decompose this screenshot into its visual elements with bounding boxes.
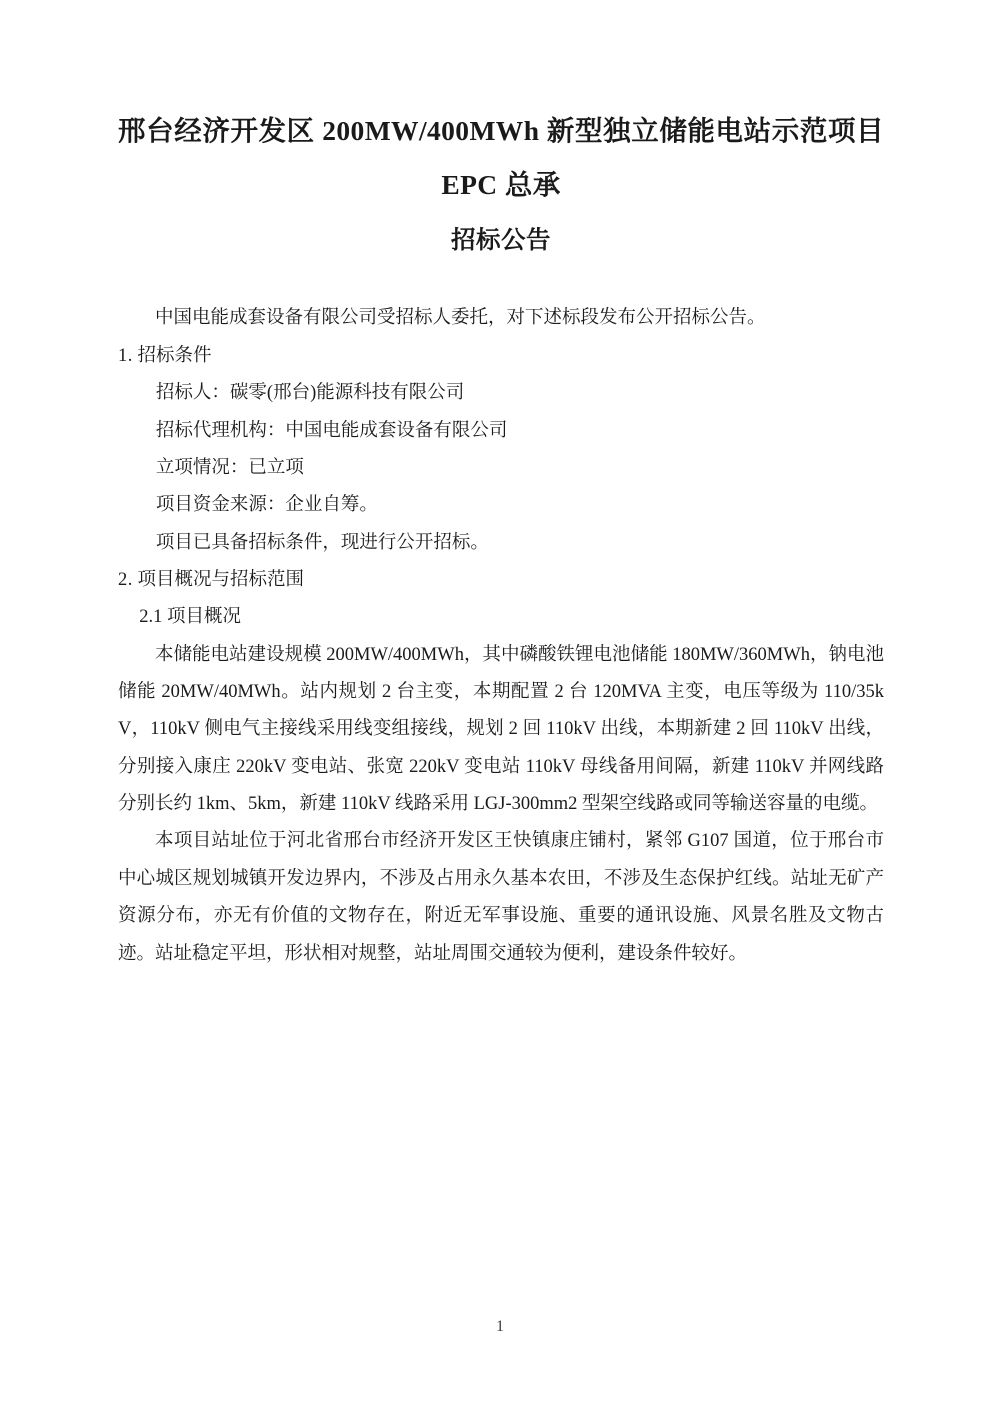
- subsection-2-1-title: 项目概况: [167, 607, 242, 628]
- section-1-item-1: 招标代理机构：中国电能成套设备有限公司: [155, 420, 508, 441]
- section-1-item-3: 项目资金来源：企业自筹。: [155, 495, 378, 516]
- subsection-2-1-paragraph-1: 本项目站址位于河北省邢台市经济开发区王快镇康庄铺村，紧邻 G107 国道，位于邢台市中心城区规划城镇开发边界内，不涉及占用永久基本农田，不涉及生态保护红线。站址无矿产资源分布，亦无有价值的文物存在，附近无军事设施、重要的通讯设施、风景名胜及文物古迹。站址稳定平坦，形状相对规整，站址周围交通较为便利，建设条件较好。: [118, 831, 884, 964]
- section-2-heading: [118, 562, 884, 599]
- section-1-item-2: 立项情况：已立项: [155, 457, 304, 478]
- section-2-title: 项目概况与招标范围: [137, 569, 305, 590]
- section-1-heading: [118, 338, 884, 375]
- subsection-2-1-paragraph-0: 本储能电站建设规模 200MW/400MWh，其中磷酸铁锂电池储能 180MW/360MWh，钠电池储能 20MW/40MWh。站内规划 2 台主变，本期配置 2 台 120MVA 主变，电压等级为 110/35kV，110kV 侧电气主接线采用线变组接线，规划 2 回 110kV 出线，本期新建 2 回 110kV 出线，分别接入康庄 220kV 变电站、张宽 220kV 变电站 110kV 母线备用间隔，新建 110kV 并网线路分别长约 1km、5km，新建 110kV 线路采用 LGJ-300mm2 型架空线路或同等输送容量的电缆。: [118, 644, 884, 815]
- section-1-item-0: 招标人：碳零(邢台)能源科技有限公司: [155, 383, 465, 404]
- subsection-2-1-number: 2.1: [139, 607, 163, 628]
- page-number: 1: [496, 1318, 504, 1335]
- section-1-item-4: 项目已具备招标条件，现进行公开招标。: [155, 532, 489, 553]
- section-1-title: 招标条件: [137, 345, 212, 366]
- subsection-2-1-heading: [118, 599, 884, 636]
- lead-paragraph: 中国电能成套设备有限公司受招标人委托，对下述标段发布公开招标公告。: [155, 308, 766, 329]
- page-title: [118, 104, 884, 211]
- page-subtitle: 招标公告: [451, 227, 551, 255]
- document-content: [118, 104, 884, 973]
- section-2-number: 2.: [118, 569, 133, 590]
- section-1-number: 1.: [118, 345, 133, 366]
- page-title-line-1: 邢台经济开发区 200MW/400MWh 新型独立储能电站示范项目 EPC 总承: [118, 115, 884, 200]
- document-body: [118, 300, 884, 972]
